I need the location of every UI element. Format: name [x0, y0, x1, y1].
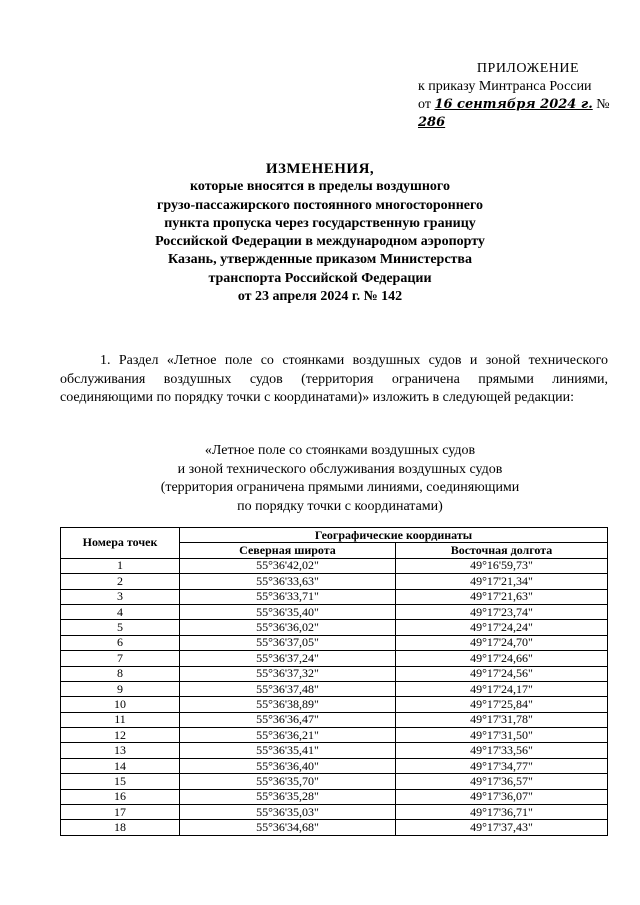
appendix-date-line [418, 96, 618, 132]
header-point-numbers: Номера точек [61, 528, 180, 559]
latitude-cell: 55°36'35,70" [180, 774, 396, 789]
longitude-cell: 49°17'31,78" [396, 712, 608, 727]
handwritten-date: 16 сентября 2024 г. [434, 97, 593, 112]
coordinates-table-body [61, 558, 608, 835]
table-row [61, 681, 608, 696]
latitude-cell: 55°36'42,02" [180, 558, 396, 573]
table-row [61, 712, 608, 727]
header-longitude: Восточная долгота [396, 543, 608, 558]
table-row [61, 620, 608, 635]
heading-line: Казань, утвержденные приказом Министерства [168, 252, 472, 268]
point-number-cell: 16 [61, 789, 180, 804]
amendment-paragraph: 1. Раздел «Летное поле со стоянками воздушных судов и зоной технического обслуживания воздушных судов (территория ограничена прямыми линиями, соединяющими по порядку точки с координатами)» изложить в следующей редакции: [60, 353, 608, 405]
appendix-block [418, 60, 618, 132]
heading-line: пункта пропуска через государственную границу [164, 215, 476, 231]
table-row [61, 789, 608, 804]
longitude-cell: 49°17'24,66" [396, 651, 608, 666]
heading-line: транспорта Российской Федерации [208, 270, 432, 286]
longitude-cell: 49°17'24,24" [396, 620, 608, 635]
appendix-order-line: к приказу Минтранса России [418, 79, 592, 94]
longitude-cell: 49°17'36,71" [396, 805, 608, 820]
point-number-cell: 10 [61, 697, 180, 712]
point-number-cell: 9 [61, 681, 180, 696]
section-title-line: «Летное поле со стоянками воздушных судов [204, 443, 476, 458]
latitude-cell: 55°36'38,89" [180, 697, 396, 712]
heading-line: которые вносятся в пределы воздушного [190, 179, 450, 195]
table-row [61, 651, 608, 666]
latitude-cell: 55°36'37,24" [180, 651, 396, 666]
point-number-cell: 7 [61, 651, 180, 666]
section-title-line: по порядку точки с координатами) [237, 498, 443, 514]
longitude-cell: 49°17'21,34" [396, 574, 608, 589]
latitude-cell: 55°36'37,48" [180, 681, 396, 696]
table-row [61, 820, 608, 835]
table-row [61, 774, 608, 789]
header-latitude: Северная широта [180, 543, 396, 558]
table-row [61, 758, 608, 773]
heading-line: грузо-пассажирского постоянного многостороннего [156, 197, 484, 213]
point-number-cell: 14 [61, 758, 180, 773]
latitude-cell: 55°36'36,40" [180, 758, 396, 773]
table-row [61, 574, 608, 589]
appendix-title: ПРИЛОЖЕНИЕ [476, 61, 580, 76]
table-row [61, 697, 608, 712]
section-title-line: и зоной технического обслуживания воздушных судов [177, 461, 503, 477]
longitude-cell: 49°17'24,17" [396, 681, 608, 696]
number-sign: № [596, 97, 610, 112]
latitude-cell: 55°36'35,03" [180, 805, 396, 820]
latitude-cell: 55°36'36,02" [180, 620, 396, 635]
point-number-cell: 3 [61, 589, 180, 604]
date-prefix: от [418, 97, 431, 112]
latitude-cell: 55°36'37,05" [180, 635, 396, 650]
longitude-cell: 49°17'33,56" [396, 743, 608, 758]
point-number-cell: 15 [61, 774, 180, 789]
latitude-cell: 55°36'33,71" [180, 589, 396, 604]
heading-line: Российской Федерации в международном аэропорту [155, 234, 485, 250]
longitude-cell: 49°17'36,07" [396, 789, 608, 804]
table-row [61, 604, 608, 619]
longitude-cell: 49°17'24,70" [396, 635, 608, 650]
latitude-cell: 55°36'33,63" [180, 574, 396, 589]
point-number-cell: 13 [61, 743, 180, 758]
longitude-cell: 49°17'34,77" [396, 758, 608, 773]
longitude-cell: 49°17'25,84" [396, 697, 608, 712]
point-number-cell: 8 [61, 666, 180, 681]
heading-line: от 23 апреля 2024 г. № 142 [237, 289, 403, 305]
longitude-cell: 49°17'31,50" [396, 728, 608, 743]
latitude-cell: 55°36'34,68" [180, 820, 396, 835]
point-number-cell: 5 [61, 620, 180, 635]
longitude-cell: 49°17'24,56" [396, 666, 608, 681]
point-number-cell: 6 [61, 635, 180, 650]
table-row [61, 635, 608, 650]
point-number-cell: 12 [61, 728, 180, 743]
longitude-cell: 49°17'23,74" [396, 604, 608, 619]
latitude-cell: 55°36'35,40" [180, 604, 396, 619]
table-row [61, 666, 608, 681]
latitude-cell: 55°36'35,41" [180, 743, 396, 758]
table-row [61, 805, 608, 820]
header-geo-coordinates: Географические координаты [180, 528, 608, 543]
heading-title: ИЗМЕНЕНИЯ, [265, 161, 375, 177]
table-row [61, 558, 608, 573]
coordinates-table [60, 527, 608, 836]
latitude-cell: 55°36'35,28" [180, 789, 396, 804]
longitude-cell: 49°17'21,63" [396, 589, 608, 604]
longitude-cell: 49°17'36,57" [396, 774, 608, 789]
point-number-cell: 1 [61, 558, 180, 573]
table-row [61, 728, 608, 743]
section-title-line: (территория ограничена прямыми линиями, соединяющими [160, 480, 520, 495]
latitude-cell: 55°36'36,21" [180, 728, 396, 743]
point-number-cell: 11 [61, 712, 180, 727]
document-heading [60, 160, 580, 306]
table-row [61, 743, 608, 758]
section-title [60, 442, 620, 516]
point-number-cell: 17 [61, 805, 180, 820]
longitude-cell: 49°17'37,43" [396, 820, 608, 835]
latitude-cell: 55°36'36,47" [180, 712, 396, 727]
point-number-cell: 2 [61, 574, 180, 589]
table-row [61, 589, 608, 604]
latitude-cell: 55°36'37,32" [180, 666, 396, 681]
longitude-cell: 49°16'59,73" [396, 558, 608, 573]
point-number-cell: 4 [61, 604, 180, 619]
point-number-cell: 18 [61, 820, 180, 835]
handwritten-number: 286 [418, 115, 446, 130]
